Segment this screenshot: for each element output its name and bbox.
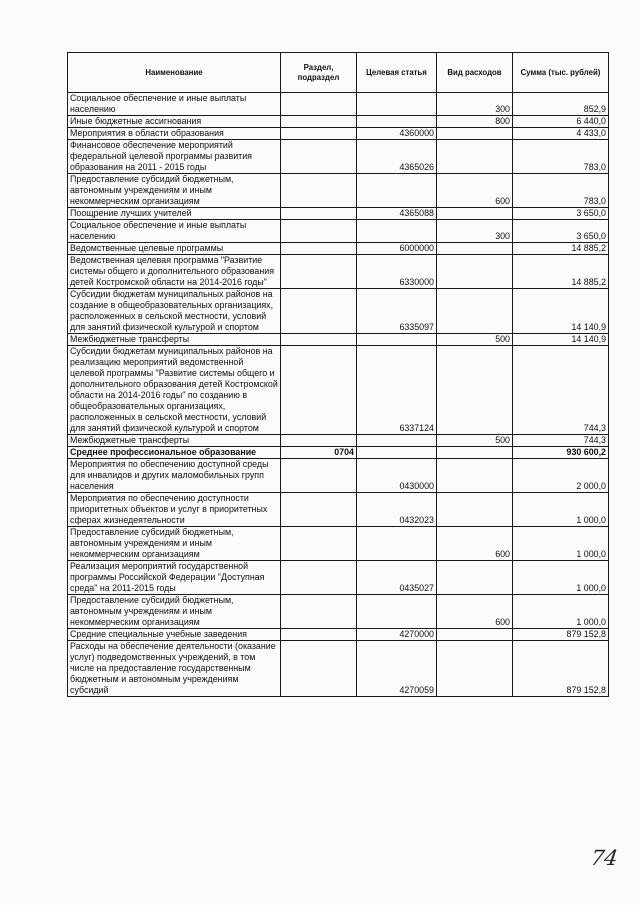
cell-sum: 3 650,0 [513, 208, 609, 220]
cell-section [281, 289, 357, 334]
cell-kind: 800 [437, 116, 513, 128]
table-row [68, 174, 609, 208]
cell-target: 4360000 [357, 128, 437, 140]
cell-target [357, 116, 437, 128]
header-target: Целевая статья [357, 53, 437, 93]
cell-section [281, 93, 357, 116]
cell-kind [437, 255, 513, 289]
cell-section [281, 459, 357, 493]
table-row [68, 435, 609, 447]
table-row [68, 334, 609, 346]
cell-sum: 14 885,2 [513, 243, 609, 255]
cell-sum: 4 433,0 [513, 128, 609, 140]
cell-name: Предоставление субсидий бюджетным, автономным учреждениям и иным некоммерческим организациям [68, 595, 281, 629]
table-row [68, 255, 609, 289]
header-sum: Сумма (тыс. рублей) [513, 53, 609, 93]
cell-name: Предоставление субсидий бюджетным, автономным учреждениям и иным некоммерческим организациям [68, 527, 281, 561]
table-header-row [68, 53, 609, 93]
table-row [68, 289, 609, 334]
cell-section [281, 208, 357, 220]
cell-name: Межбюджетные трансферты [68, 435, 281, 447]
cell-target [357, 595, 437, 629]
cell-target [357, 334, 437, 346]
table-row [68, 243, 609, 255]
cell-target: 4365088 [357, 208, 437, 220]
cell-kind: 500 [437, 435, 513, 447]
table-row [68, 447, 609, 459]
cell-section [281, 220, 357, 243]
cell-name: Ведомственные целевые программы [68, 243, 281, 255]
cell-name: Межбюджетные трансферты [68, 334, 281, 346]
cell-sum: 783,0 [513, 140, 609, 174]
cell-sum: 744,3 [513, 346, 609, 435]
cell-name: Социальное обеспечение и иные выплаты населению [68, 93, 281, 116]
cell-kind [437, 493, 513, 527]
cell-sum: 783,0 [513, 174, 609, 208]
cell-target: 4365026 [357, 140, 437, 174]
cell-sum: 879 152,8 [513, 629, 609, 641]
cell-name: Реализация мероприятий государственной программы Российской Федерации "Доступная среда" на 2011-2015 годы [68, 561, 281, 595]
cell-name: Средние специальные учебные заведения [68, 629, 281, 641]
cell-target: 4270000 [357, 629, 437, 641]
table-row [68, 128, 609, 140]
table-row [68, 459, 609, 493]
cell-name: Ведомственная целевая программа "Развитие системы общего и дополнительного образования детей Костромской области на 2014-2016 годы" [68, 255, 281, 289]
table-row [68, 208, 609, 220]
cell-target [357, 435, 437, 447]
cell-name: Социальное обеспечение и иные выплаты населению [68, 220, 281, 243]
cell-target: 6000000 [357, 243, 437, 255]
cell-target: 6337124 [357, 346, 437, 435]
cell-name: Мероприятия по обеспечению доступной среды для инвалидов и других маломобильных групп населения [68, 459, 281, 493]
cell-name: Субсидии бюджетам муниципальных районов на создание в общеобразовательных организациях, расположенных в сельской местности, условий для занятий физической культурой и спортом [68, 289, 281, 334]
cell-target: 0430000 [357, 459, 437, 493]
cell-section [281, 346, 357, 435]
table-row [68, 527, 609, 561]
cell-sum: 14 140,9 [513, 334, 609, 346]
cell-section [281, 140, 357, 174]
cell-sum: 879 152,8 [513, 641, 609, 697]
cell-section [281, 595, 357, 629]
cell-name: Финансовое обеспечение мероприятий федеральной целевой программы развития образования на 2011 - 2015 годы [68, 140, 281, 174]
cell-name: Иные бюджетные ассигнования [68, 116, 281, 128]
cell-kind [437, 346, 513, 435]
cell-section [281, 493, 357, 527]
cell-section [281, 116, 357, 128]
budget-table [67, 52, 609, 697]
cell-kind: 300 [437, 93, 513, 116]
cell-kind [437, 561, 513, 595]
cell-sum: 1 000,0 [513, 527, 609, 561]
header-kind: Вид расходов [437, 53, 513, 93]
table-row [68, 595, 609, 629]
cell-kind: 600 [437, 595, 513, 629]
cell-section [281, 641, 357, 697]
cell-sum: 1 000,0 [513, 561, 609, 595]
cell-section: 0704 [281, 447, 357, 459]
cell-section [281, 255, 357, 289]
cell-section [281, 629, 357, 641]
cell-target [357, 447, 437, 459]
cell-section [281, 174, 357, 208]
cell-sum: 14 885,2 [513, 255, 609, 289]
cell-target [357, 93, 437, 116]
cell-target: 6330000 [357, 255, 437, 289]
cell-target: 0432023 [357, 493, 437, 527]
cell-section [281, 527, 357, 561]
cell-sum: 744,3 [513, 435, 609, 447]
table-row [68, 93, 609, 116]
cell-sum: 14 140,9 [513, 289, 609, 334]
cell-target: 4270059 [357, 641, 437, 697]
cell-name: Субсидии бюджетам муниципальных районов на реализацию мероприятий ведомственной целевой программы "Развитие системы общего и дополнительного образования детей Костромской области на 2014-2016 годы" по созданию в общеобразовательных организациях, расположенных в сельской местности, условий для занятий физической культурой и спортом [68, 346, 281, 435]
cell-kind [437, 447, 513, 459]
cell-kind: 300 [437, 220, 513, 243]
header-section: Раздел, подраздел [281, 53, 357, 93]
cell-target [357, 220, 437, 243]
table-row [68, 641, 609, 697]
cell-kind: 600 [437, 174, 513, 208]
cell-kind [437, 641, 513, 697]
cell-sum: 3 650,0 [513, 220, 609, 243]
cell-name: Мероприятия в области образования [68, 128, 281, 140]
table-row [68, 346, 609, 435]
cell-section [281, 334, 357, 346]
cell-name: Предоставление субсидий бюджетным, автономным учреждениям и иным некоммерческим организациям [68, 174, 281, 208]
cell-sum: 6 440,0 [513, 116, 609, 128]
cell-name: Среднее профессиональное образование [68, 447, 281, 459]
cell-name: Расходы на обеспечение деятельности (оказание услуг) подведомственных учреждений, в том числе на предоставление государственным бюджетным и автономным учреждениям субсидий [68, 641, 281, 697]
cell-kind [437, 208, 513, 220]
cell-target: 6335097 [357, 289, 437, 334]
cell-kind [437, 243, 513, 255]
page-number: 74 [589, 846, 620, 870]
cell-sum: 2 000,0 [513, 459, 609, 493]
cell-section [281, 243, 357, 255]
cell-name: Мероприятия по обеспечению доступности приоритетных объектов и услуг в приоритетных сферах жизнедеятельности [68, 493, 281, 527]
header-name: Наименование [68, 53, 281, 93]
cell-kind [437, 289, 513, 334]
table-row [68, 116, 609, 128]
cell-kind [437, 629, 513, 641]
cell-section [281, 128, 357, 140]
cell-target [357, 527, 437, 561]
table-body [68, 93, 609, 697]
table-row [68, 220, 609, 243]
cell-sum: 1 000,0 [513, 595, 609, 629]
cell-section [281, 561, 357, 595]
table-row [68, 629, 609, 641]
cell-sum: 1 000,0 [513, 493, 609, 527]
cell-kind [437, 128, 513, 140]
cell-target [357, 174, 437, 208]
cell-kind: 500 [437, 334, 513, 346]
cell-name: Поощрение лучших учителей [68, 208, 281, 220]
cell-target: 0435027 [357, 561, 437, 595]
cell-kind [437, 459, 513, 493]
cell-section [281, 435, 357, 447]
budget-sheet [67, 52, 609, 697]
table-row [68, 140, 609, 174]
cell-kind: 600 [437, 527, 513, 561]
cell-sum: 852,9 [513, 93, 609, 116]
table-row [68, 561, 609, 595]
table-row [68, 493, 609, 527]
cell-sum: 930 600,2 [513, 447, 609, 459]
cell-kind [437, 140, 513, 174]
